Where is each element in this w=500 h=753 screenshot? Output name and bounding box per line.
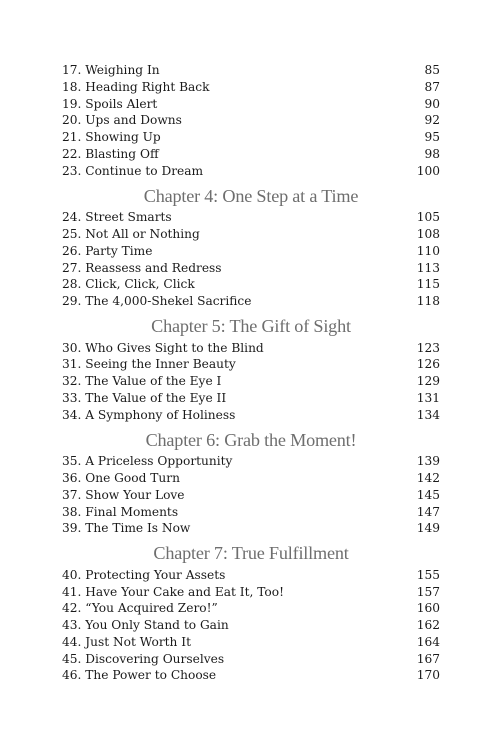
toc-entry [62, 356, 440, 373]
toc-entry [62, 243, 440, 260]
toc-entry [62, 62, 440, 79]
entry-title: 41. Have Your Cake and Eat It, Too! [62, 584, 284, 599]
toc-entry [62, 600, 440, 617]
entry-page-number: 160 [416, 601, 440, 616]
entry-page-number: 113 [416, 260, 440, 275]
entry-page-number: 123 [416, 340, 440, 355]
entry-page-number: 129 [416, 374, 440, 389]
toc-entry [62, 667, 440, 684]
entry-title: 30. Who Gives Sight to the Blind [62, 340, 264, 355]
toc-entry [62, 129, 440, 146]
entry-page-number: 105 [416, 210, 440, 225]
entry-page-number: 85 [424, 63, 440, 77]
entry-title: 44. Just Not Worth It [62, 634, 191, 649]
toc-entry [62, 209, 440, 226]
entry-title: 31. Seeing the Inner Beauty [62, 357, 236, 372]
entry-title: 39. The Time Is Now [62, 521, 191, 536]
toc-entry [62, 340, 440, 357]
entry-title: 17. Weighing In [62, 63, 160, 77]
entry-page-number: 95 [424, 130, 440, 145]
entry-page-number: 134 [416, 407, 440, 422]
entry-page-number: 170 [416, 668, 440, 683]
toc-entry [62, 226, 440, 243]
toc-entry [62, 96, 440, 113]
entry-title: 40. Protecting Your Assets [62, 567, 226, 582]
toc-entry [62, 373, 440, 390]
toc-entry [62, 146, 440, 163]
entry-page-number: 131 [416, 390, 440, 405]
entry-page-number: 164 [416, 634, 440, 649]
entry-title: 37. Show Your Love [62, 487, 185, 502]
toc-entry [62, 453, 440, 470]
toc-entry [62, 634, 440, 651]
entry-page-number: 87 [424, 79, 440, 94]
entry-page-number: 92 [424, 113, 440, 128]
entry-title: 23. Continue to Dream [62, 163, 204, 178]
entry-title: 33. The Value of the Eye II [62, 390, 227, 405]
toc-entry [62, 487, 440, 504]
chapter-heading: Chapter 5: The Gift of Sight [151, 315, 351, 336]
entry-title: 32. The Value of the Eye I [62, 374, 222, 389]
entry-title: 21. Showing Up [62, 130, 161, 145]
toc-entry [62, 504, 440, 521]
entry-page-number: 147 [416, 504, 440, 519]
toc-entry [62, 276, 440, 293]
entry-page-number: 110 [416, 243, 440, 258]
entry-page-number: 162 [416, 618, 440, 633]
entry-page-number: 157 [416, 584, 440, 599]
entry-title: 18. Heading Right Back [62, 79, 210, 94]
entry-page-number: 115 [416, 277, 440, 292]
toc-entry [62, 584, 440, 601]
entry-title: 20. Ups and Downs [62, 113, 182, 128]
entry-title: 38. Final Moments [62, 504, 179, 519]
entry-page-number: 118 [416, 294, 440, 309]
entry-title: 36. One Good Turn [62, 470, 180, 485]
chapter-heading: Chapter 6: Grab the Moment! [145, 429, 357, 450]
entry-title: 24. Street Smarts [62, 210, 172, 225]
entry-page-number: 167 [416, 651, 440, 666]
entry-title: 42. “You Acquired Zero!” [62, 601, 218, 616]
entry-page-number: 139 [416, 454, 440, 469]
entry-title: 28. Click, Click, Click [62, 277, 195, 292]
entry-title: 29. The 4,000-Shekel Sacrifice [62, 294, 252, 309]
chapter-heading: Chapter 7: True Fulfillment [153, 543, 349, 564]
table-of-contents [62, 62, 440, 684]
toc-entry [62, 567, 440, 584]
entry-page-number: 145 [416, 487, 440, 502]
entry-title: 43. You Only Stand to Gain [62, 618, 229, 633]
toc-entry [62, 651, 440, 668]
entry-page-number: 149 [416, 521, 440, 536]
toc-entry [62, 390, 440, 407]
entry-title: 19. Spoils Alert [62, 96, 158, 111]
toc-entry [62, 470, 440, 487]
entry-page-number: 100 [416, 163, 440, 178]
toc-entry [62, 407, 440, 424]
chapter-heading: Chapter 4: One Step at a Time [143, 185, 359, 206]
entry-title: 45. Discovering Ourselves [62, 651, 225, 666]
entry-title: 22. Blasting Off [62, 146, 159, 161]
entry-page-number: 108 [416, 226, 440, 241]
entry-page-number: 142 [416, 470, 440, 485]
entry-page-number: 126 [416, 357, 440, 372]
entry-title: 25. Not All or Nothing [62, 226, 200, 241]
entry-title: 34. A Symphony of Holiness [62, 407, 236, 422]
toc-entry [62, 260, 440, 277]
entry-page-number: 155 [416, 567, 440, 582]
entry-title: 27. Reassess and Redress [62, 260, 222, 275]
toc-entry [62, 112, 440, 129]
toc-entry [62, 79, 440, 96]
entry-page-number: 98 [424, 146, 440, 161]
entry-title: 26. Party Time [62, 243, 153, 258]
toc-entry [62, 520, 440, 537]
toc-entry [62, 293, 440, 310]
entry-title: 35. A Priceless Opportunity [62, 454, 233, 469]
toc-entry [62, 163, 440, 180]
entry-title: 46. The Power to Choose [62, 668, 217, 683]
entry-page-number: 90 [424, 96, 440, 111]
toc-entry [62, 617, 440, 634]
